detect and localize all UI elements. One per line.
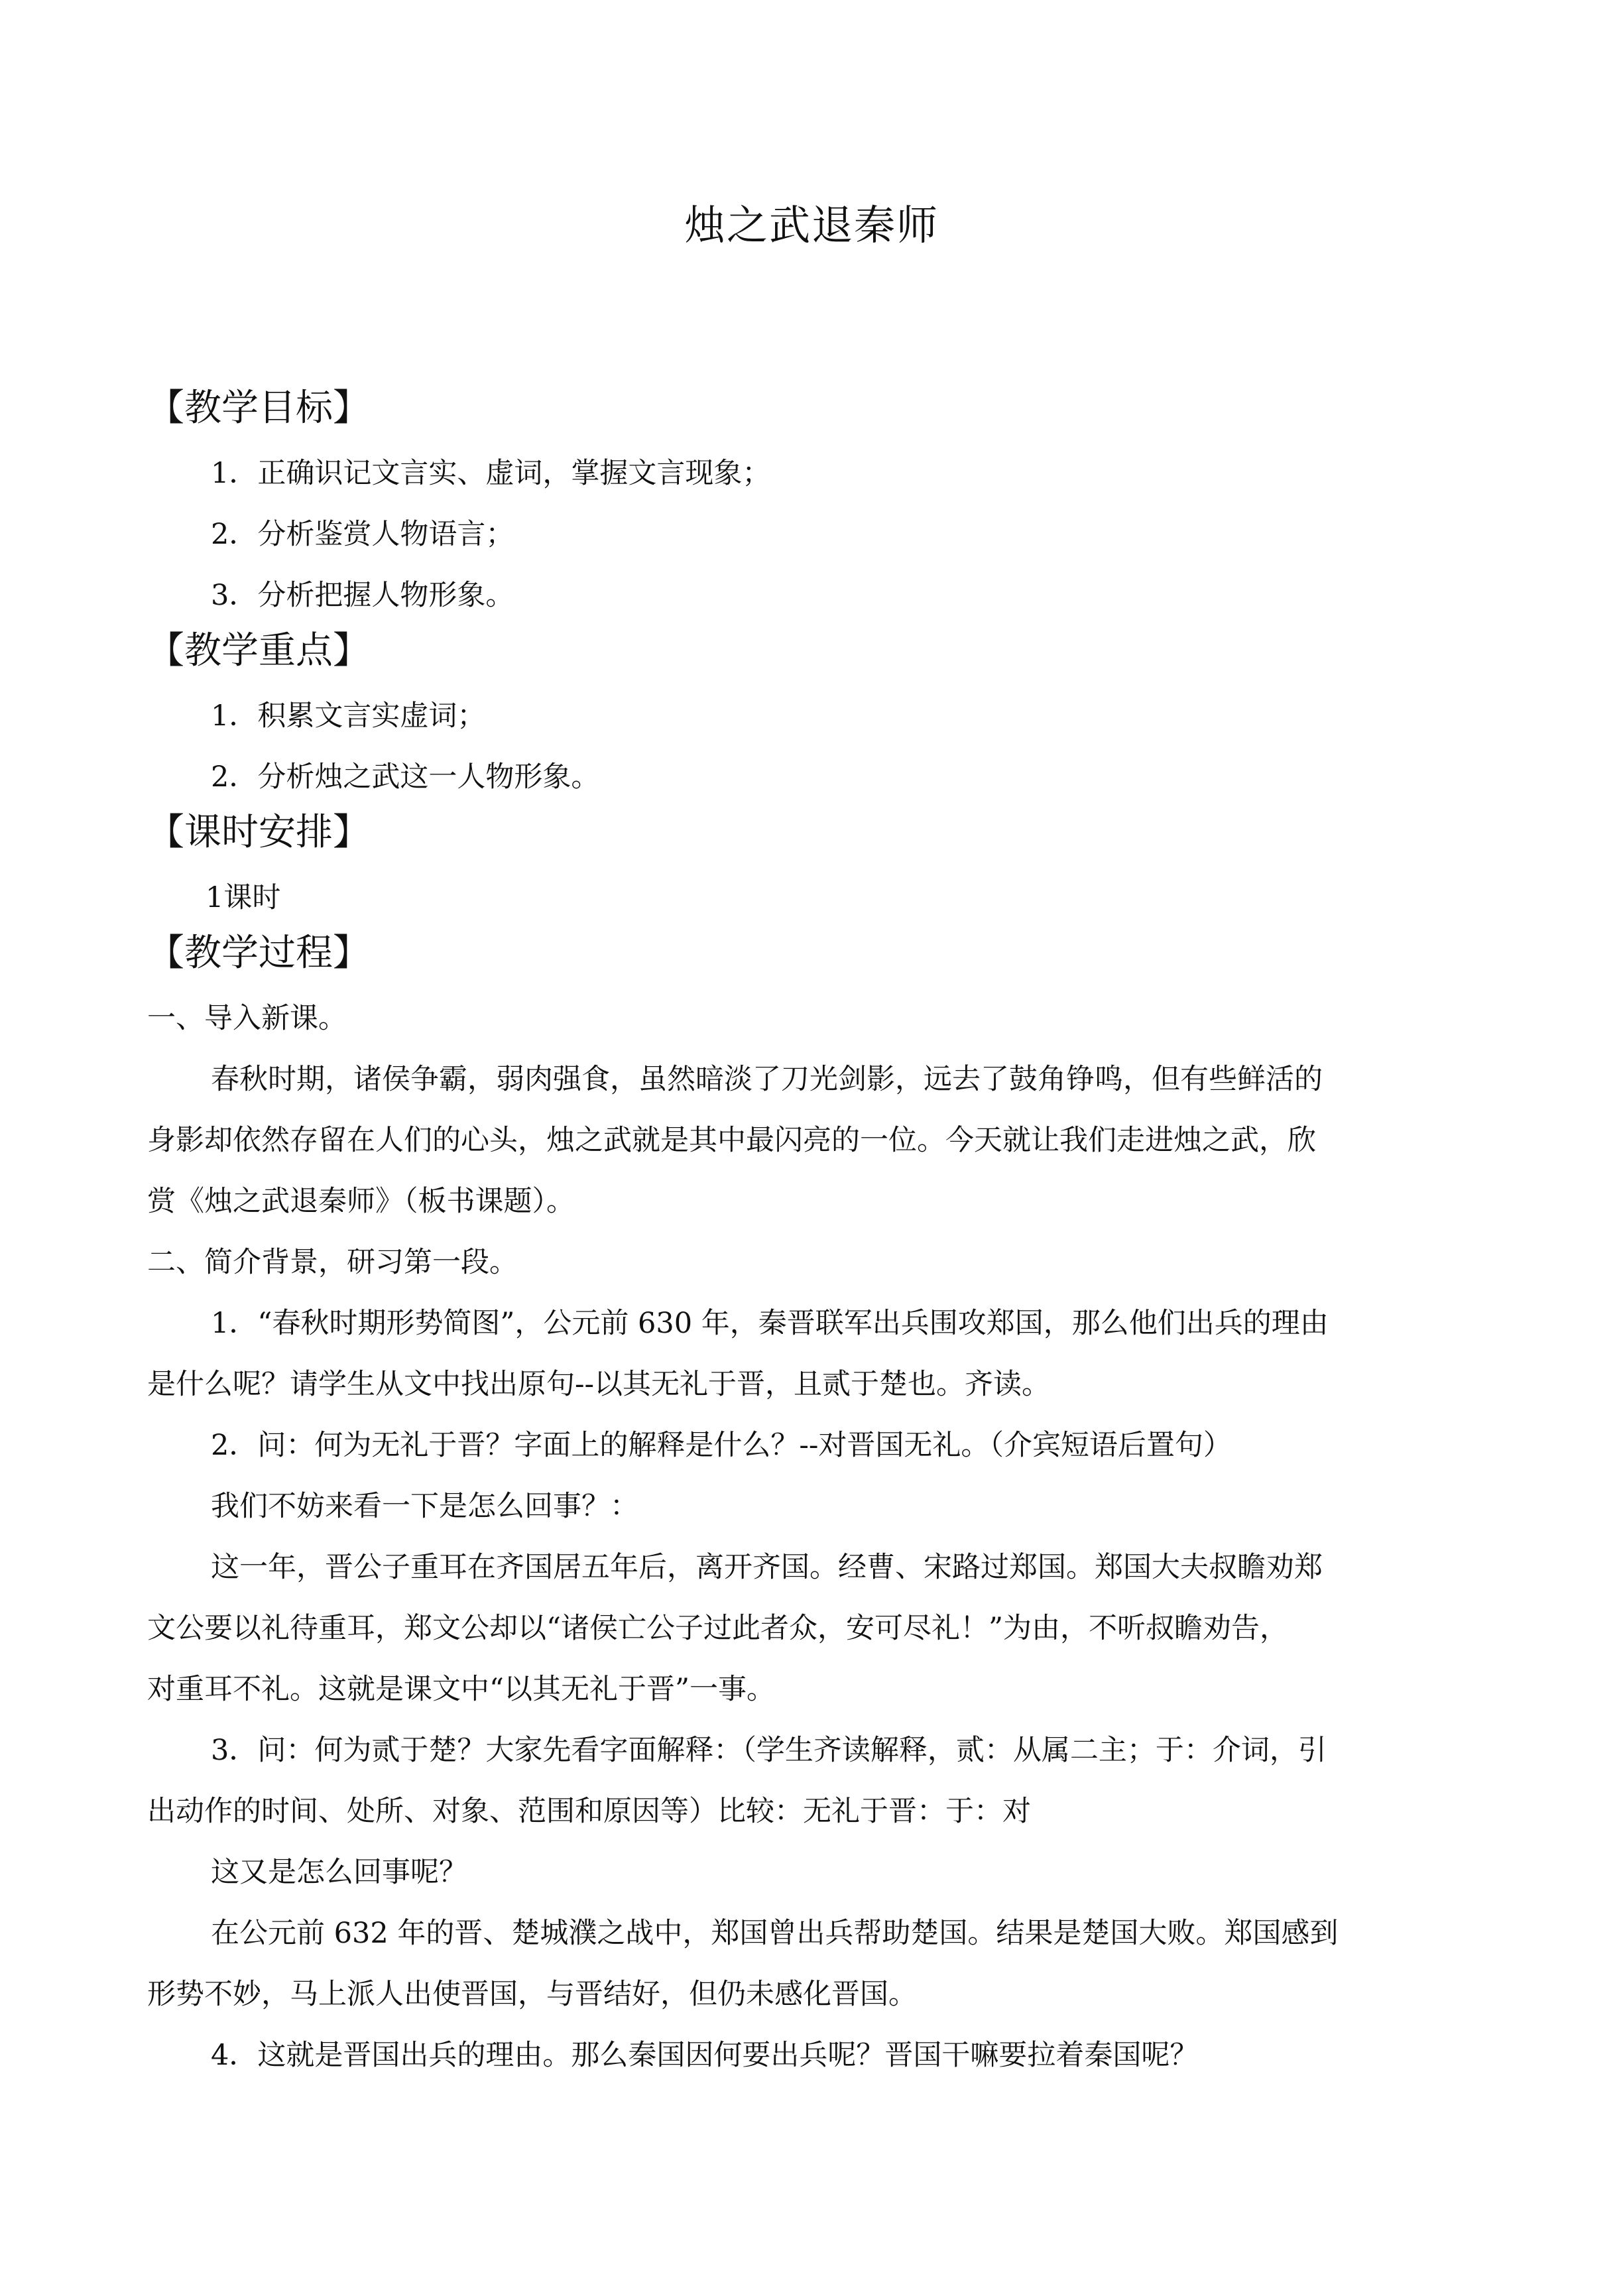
key-point-item: 1．积累文言实虚词； (211, 699, 486, 733)
section-heading-key-points: 【教学重点】 (147, 629, 370, 672)
process-line: 这又是怎么回事呢？ (211, 1856, 467, 1889)
objective-item: 1．正确识记文言实、虚词，掌握文言现象； (211, 457, 771, 490)
schedule-text: 1课时 (206, 881, 281, 914)
process-line: 二、简介背景，研习第一段。 (147, 1246, 518, 1279)
process-line: 4．这就是晋国出兵的理由。那么秦国因何要出兵呢？晋国干嘛要拉着秦国呢？ (211, 2039, 1199, 2072)
section-heading-process: 【教学过程】 (147, 932, 370, 975)
process-line: 出动作的时间、处所、对象、范围和原因等）比较：无礼于晋：于：对 (147, 1795, 1031, 1828)
section-heading-objectives: 【教学目标】 (147, 387, 370, 430)
process-line: 我们不妨来看一下是怎么回事？： (211, 1490, 638, 1523)
objective-item: 2．分析鉴赏人物语言； (211, 518, 514, 551)
process-line: 赏《烛之武退秦师》（板书课题）。 (147, 1185, 575, 1218)
process-line: 这一年，晋公子重耳在齐国居五年后，离开齐国。经曹、宋路过郑国。郑国大夫叔瞻劝郑 (211, 1551, 1323, 1584)
process-line: 2．问：何为无礼于晋？字面上的解释是什么？--对晋国无礼。（介宾短语后置句） (211, 1429, 1232, 1462)
process-line: 形势不妙，马上派人出使晋国，与晋结好，但仍未感化晋国。 (147, 1978, 917, 2011)
process-line: 3．问：何为贰于楚？大家先看字面解释：（学生齐读解释，贰：从属二主；于：介词，引 (211, 1734, 1327, 1767)
process-line: 是什么呢？请学生从文中找出原句--以其无礼于晋，且贰于楚也。齐读。 (147, 1368, 1051, 1401)
section-heading-schedule: 【课时安排】 (147, 811, 370, 854)
process-line: 身影却依然存留在人们的心头，烛之武就是其中最闪亮的一位。今天就让我们走进烛之武，欣 (147, 1124, 1316, 1157)
process-line: 文公要以礼待重耳，郑文公却以“诸侯亡公子过此者众，安可尽礼！”为由，不听叔瞻劝告， (147, 1612, 1288, 1645)
process-line: 1．“春秋时期形势简图”，公元前 630 年，秦晋联军出兵围攻郑国，那么他们出兵的理由 (211, 1307, 1329, 1340)
process-line: 在公元前 632 年的晋、楚城濮之战中，郑国曾出兵帮助楚国。结果是楚国大败。郑国感到 (211, 1917, 1339, 1950)
process-line: 春秋时期，诸侯争霸，弱肉强食，虽然暗淡了刀光剑影，远去了鼓角铮鸣，但有些鲜活的 (211, 1063, 1323, 1096)
document-title: 烛之武退秦师 (684, 201, 939, 249)
process-line: 对重耳不礼。这就是课文中“以其无礼于晋”一事。 (147, 1673, 775, 1706)
key-point-item: 2．分析烛之武这一人物形象。 (211, 760, 600, 794)
process-line: 一、导入新课。 (147, 1002, 347, 1035)
objective-item: 3．分析把握人物形象。 (211, 579, 514, 612)
